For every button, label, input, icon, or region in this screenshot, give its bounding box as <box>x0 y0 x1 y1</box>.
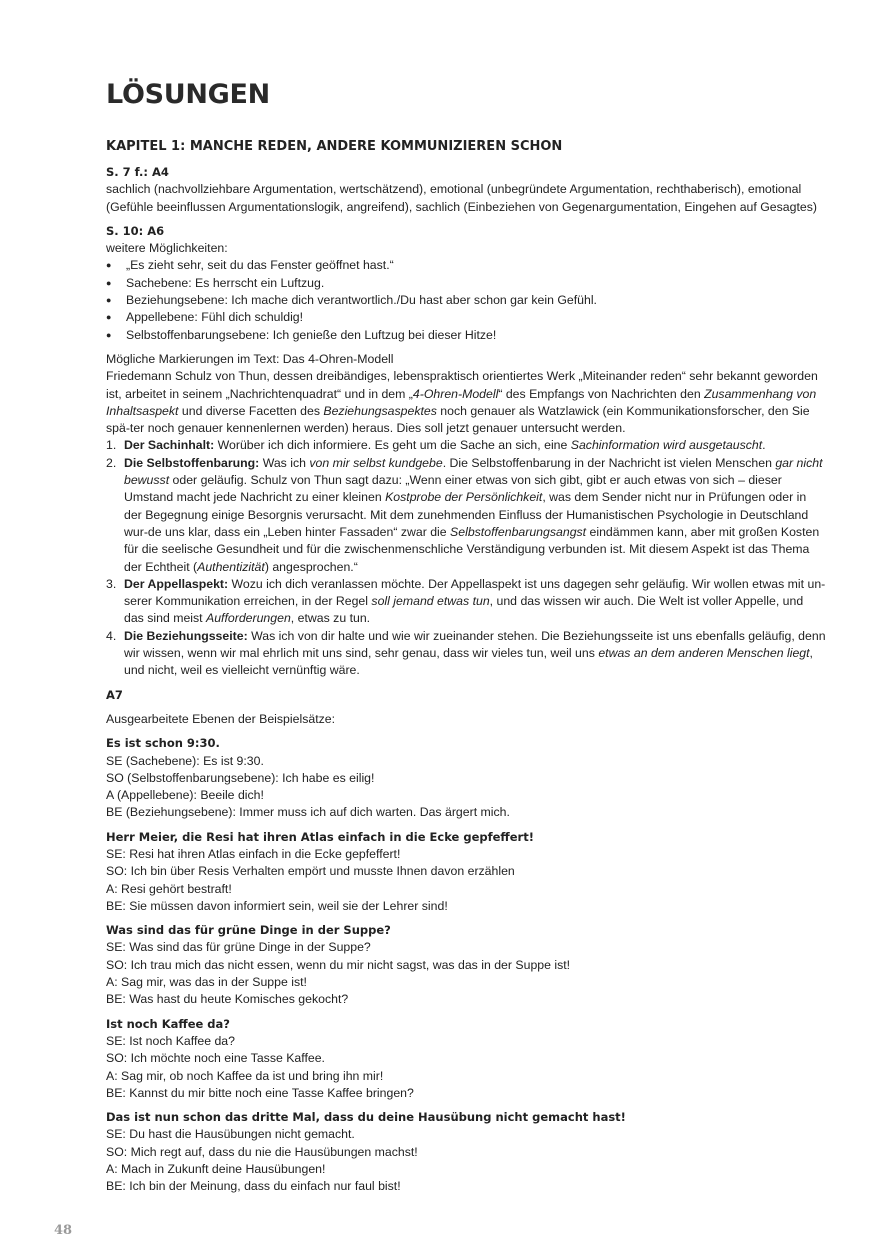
example-line: SO: Ich bin über Resis Verhalten empört und musste Ihnen davon erzählen <box>106 864 515 879</box>
s7-answer: sachlich (nachvollziehbare Argumentation, wertschätzend), emotional (unbegründete Argumentation, rechthaberisch), emotional (Gefühle beeinflussen Argumentationslogik, angreifend), sachlich (Einbeziehen von Gegenargumentation, Eingehen auf Gesagtes) <box>106 182 817 214</box>
example-block <box>106 1016 826 1102</box>
bullet-list <box>106 257 826 343</box>
example-line: SE: Resi hat ihren Atlas einfach in die Ecke gepfeffert! <box>106 846 401 861</box>
list-item: ● Appellebene: Fühl dich schuldig! <box>106 309 826 326</box>
model-list <box>106 437 826 679</box>
list-item: ● Sachebene: Es herrscht ein Luftzug. <box>106 275 826 292</box>
page-number: 48 <box>54 1223 73 1238</box>
page-title: LÖSUNGEN <box>106 79 270 110</box>
example-line: SE (Sachebene): Es ist 9:30. <box>106 753 264 768</box>
example-line: SO: Ich möchte noch eine Tasse Kaffee. <box>106 1051 325 1066</box>
example-title: Herr Meier, die Resi hat ihren Atlas einfach in die Ecke gepfeffert! <box>106 829 534 844</box>
chapter-heading: KAPITEL 1: MANCHE REDEN, ANDERE KOMMUNIZIEREN SCHON <box>106 139 563 154</box>
example-line: SO: Mich regt auf, dass du nie die Hausübungen machst! <box>106 1144 418 1159</box>
ref-s10-a6: S. 10: A6 <box>106 223 165 238</box>
example-line: A: Mach in Zukunft deine Hausübungen! <box>106 1162 326 1177</box>
example-title: Ist noch Kaffee da? <box>106 1016 230 1031</box>
example-line: SE: Du hast die Hausübungen nicht gemacht. <box>106 1127 355 1142</box>
model-paragraph: Friedemann Schulz von Thun, dessen dreibändiges, lebenspraktisch orientiertes Werk „Miteinander reden“ sehr bekannt geworden ist, arbeitet in seinem „Nachrichtenquadrat“ und in dem „4-Ohren-Modell“ des Empfangs von Nachrichten den Zusammenhang von Inhaltsaspekt und diverse Facetten des Beziehungsaspektes noch genauer als Watzlawick (ein Kommunikationsforscher, den Sie spä-ter noch genauer kennenlernen werden) heraus. Dies soll jetzt genauer untersucht werden. <box>106 369 818 436</box>
list-item: ● Selbstoffenbarungsebene: Ich genieße den Luftzug bei dieser Hitze! <box>106 327 826 344</box>
ref-a7: A7 <box>106 687 123 702</box>
example-line: A (Appellebene): Beeile dich! <box>106 788 264 803</box>
list-item: 3. Der Appellaspekt: Wozu ich dich veranlassen möchte. Der Appellaspekt ist uns dagegen sehr geläufig. Wir wollen etwas mit un-serer Kommunikation erreichen, in der Regel soll jemand etwas tun, und das wissen wir auch. Die Welt ist voller Appelle, und das sind meist Aufforderungen, etwas zu tun. <box>106 576 826 626</box>
example-line: A: Sag mir, was das in der Suppe ist! <box>106 975 307 990</box>
example-line: BE (Beziehungsebene): Immer muss ich auf dich warten. Das ärgert mich. <box>106 805 510 820</box>
example-line: BE: Ich bin der Meinung, dass du einfach nur faul bist! <box>106 1179 401 1194</box>
markings-heading: Mögliche Markierungen im Text: Das 4-Ohren-Modell <box>106 351 394 366</box>
example-line: SO (Selbstoffenbarungsebene): Ich habe es eilig! <box>106 770 375 785</box>
example-title: Was sind das für grüne Dinge in der Suppe? <box>106 923 391 938</box>
example-line: A: Resi gehört bestraft! <box>106 881 232 896</box>
s10-intro: weitere Möglichkeiten: <box>106 241 228 256</box>
list-item: 1. Der Sachinhalt: Worüber ich dich informiere. Es geht um die Sache an sich, eine Sachinformation wird ausgetauscht. <box>106 438 766 453</box>
example-title: Das ist nun schon das dritte Mal, dass du deine Hausübung nicht gemacht hast! <box>106 1110 626 1125</box>
list-item: 2. Die Selbstoffenbarung: Was ich von mir selbst kundgebe. Die Selbstoffenbarung in der Nachricht ist vielen Menschen gar nicht bewusst oder geläufig. Schulz von Thun sagt dazu: „Wenn einer etwas von sich gibt, gibt er auch etwas von sich – dieser Umstand macht jede Nachricht zu einer kleinen Kostprobe der Persönlichkeit, was dem Sender nicht nur in Prüfungen oder in der Begegnung einige Besorgnis verursacht. Mit dem zunehmenden Einfluss der Humanistischen Psychologie in Deutschland wur-de uns klar, dass ein „Leben hinter Fassaden“ zwar die Selbstoffenbarungsangst eindämmen kann, aber mit großen Kosten für die seelische Gesundheit und für die zwischenmenschliche Verständigung verbunden ist. Mit diesem Aspekt ist das Thema der Echtheit (Authentizität) angesprochen.“ <box>106 455 823 574</box>
a7-intro: Ausgearbeitete Ebenen der Beispielsätze: <box>106 711 336 726</box>
example-line: A: Sag mir, ob noch Kaffee da ist und bring ihn mir! <box>106 1068 384 1083</box>
example-line: BE: Was hast du heute Komisches gekocht? <box>106 992 349 1007</box>
example-line: SO: Ich trau mich das nicht essen, wenn du mir nicht sagst, was das in der Suppe ist! <box>106 957 571 972</box>
example-line: BE: Kannst du mir bitte noch eine Tasse Kaffee bringen? <box>106 1085 414 1100</box>
ref-s7-a4: S. 7 f.: A4 <box>106 165 169 179</box>
example-line: BE: Sie müssen davon informiert sein, weil sie der Lehrer sind! <box>106 898 448 913</box>
example-block <box>106 922 826 1008</box>
page-content <box>106 78 826 1196</box>
example-line: SE: Was sind das für grüne Dinge in der Suppe? <box>106 940 371 955</box>
example-block <box>106 829 826 915</box>
example-line: SE: Ist noch Kaffee da? <box>106 1033 235 1048</box>
list-item: ● Beziehungsebene: Ich mache dich verantwortlich./Du hast aber schon gar kein Gefühl. <box>106 292 826 309</box>
example-block <box>106 1109 826 1195</box>
list-item: 4. Die Beziehungsseite: Was ich von dir halte und wie wir zueinander stehen. Die Beziehungsseite ist uns ebenfalls geläufig, denn wir wissen, wenn wir mal ehrlich mit uns sind, sehr genau, dass wir vieles tun, weil uns etwas an dem anderen Menschen liegt, und nicht, weil es vielleicht vernünftig wäre. <box>106 628 826 678</box>
example-block <box>106 735 826 821</box>
list-item: ● „Es zieht sehr, seit du das Fenster geöffnet hast.“ <box>106 257 826 274</box>
example-title: Es ist schon 9:30. <box>106 736 220 751</box>
